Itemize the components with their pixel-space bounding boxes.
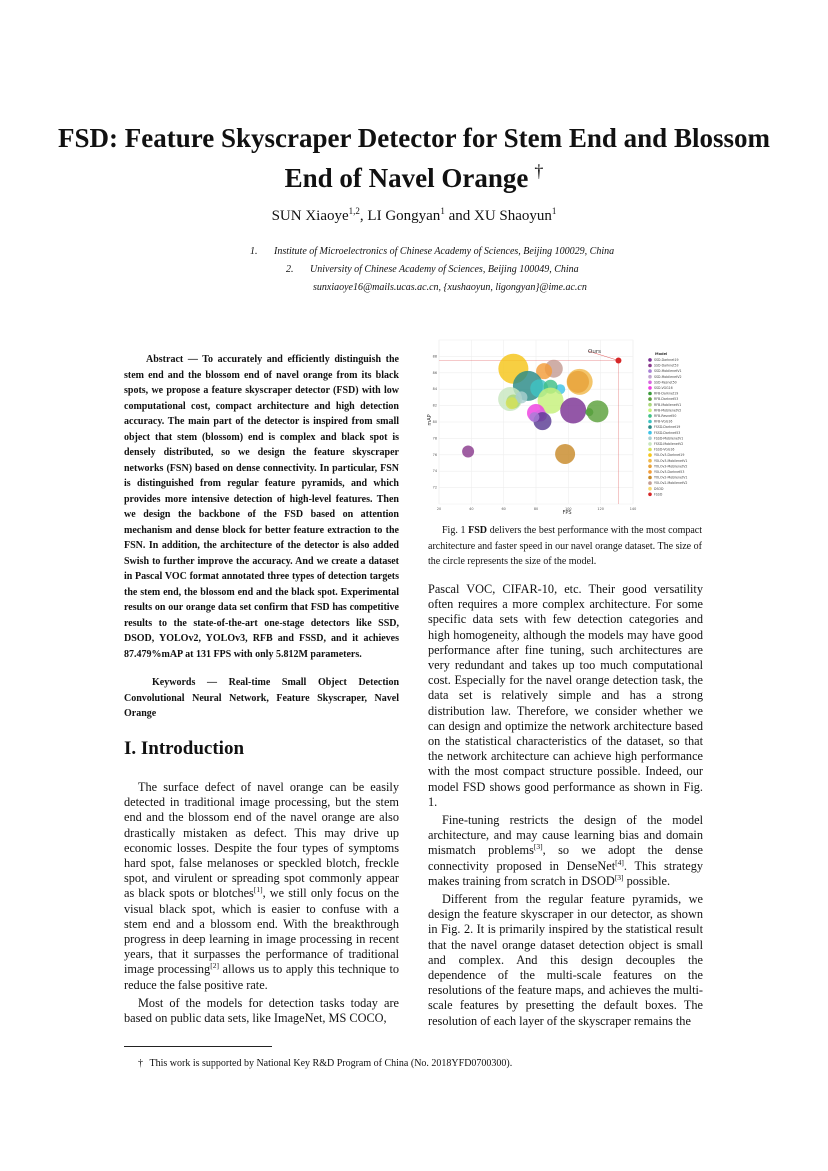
author-name: XU Shaoyun: [473, 208, 552, 224]
legend-label: SSD-Darknet19: [654, 358, 679, 362]
author-name: SUN Xiaoye: [271, 208, 349, 224]
caption-bold: FSD: [468, 525, 488, 536]
x-tick-label: 60: [501, 507, 506, 511]
footnote-rule: [124, 1046, 272, 1047]
title-footnote-mark: †: [534, 161, 544, 181]
author-sep: and: [444, 208, 474, 224]
author-sep: ,: [359, 208, 368, 224]
legend-label: FSSD-Darknet19: [654, 425, 681, 430]
abstract-label: Abstract —: [146, 354, 198, 365]
y-tick-label: 74: [432, 469, 437, 474]
keywords: [124, 675, 399, 722]
footnote-mark: †: [138, 1058, 143, 1069]
abstract: [124, 352, 399, 662]
author-list: [0, 206, 828, 225]
legend-swatch: [648, 481, 652, 485]
affiliation-number: 2.: [286, 264, 294, 275]
author-sup: 1,2: [348, 206, 360, 216]
x-tick-label: 20: [436, 507, 442, 511]
paragraph: Different from the regular feature pyramids, we design the feature skyscraper in our detector, as shown in Fig. 2. It is primarily inspired by the statistical result that the navel orange dataset detection object is small and complex. And this design decouples the dependence of the multi-scale features on the resolutions of the feature maps, and achieves the multi-scale features by presetting the default boxes. The resolution of each layer of the skyscraper remains the: [428, 892, 703, 1028]
legend-swatch: [648, 392, 652, 396]
legend-swatch: [648, 453, 652, 457]
x-axis-label: FPS: [562, 510, 572, 516]
x-tick-label: 100: [565, 507, 572, 511]
legend-label: YOLOv2-MobilenetV2: [654, 481, 688, 486]
legend-label: YOLOv3-Darknet19: [654, 453, 685, 458]
legend-label: SSD-Resnet50: [654, 380, 677, 385]
legend-swatch: [648, 476, 652, 480]
y-tick-label: 76: [432, 452, 437, 457]
affiliation-2: [286, 264, 579, 275]
legend-label: YOLOv3-MobilenetV2: [654, 464, 688, 469]
section-heading-introduction: I. Introduction: [124, 738, 245, 759]
affiliation-number: 1.: [250, 246, 258, 257]
legend-swatch: [648, 381, 652, 385]
legend-swatch: [648, 358, 652, 362]
affiliation-text: Institute of Microelectronics of Chinese Academy of Sciences, Beijing 100029, China: [274, 246, 615, 257]
model-point: [462, 446, 474, 458]
citation: [2]: [210, 961, 219, 971]
text-run: allows us to apply this technique to reduce the false positive rate.: [124, 962, 400, 992]
legend-label: SSD-MobilenetV2: [654, 374, 682, 379]
abstract-text: To accurately and efficiently distinguish the stem end and the blossom end of navel orange from its black spots, we propose a feature skyscraper detector (FSD) with low computational cost, compact architecture and high detection accuracy. The main part of the detector is inspired from small object that stem (blossom) end is complex and black spot is densely distributed, so we design the feature skyscraper networks (FSN) based on dense connectivity. In particular, FSN is distinguished from regular feature pyramids, and which provides more intensive detection of high-level features. Then we design the backbone of the FSD based on attention mechanism and dense block for better feature extraction to the FSN. In addition, the architecture of the detector is also added Swish to further improve the accuracy. And we create a dataset in Pascal VOC format annotated three types of detection targets the stem end, the blossom end and the black spot. Experimental results on our orange data set confirm that FSD has competitive results to the state-of-the-art one-stage detectors like SSD, DSOD, YOLOv2, YOLOv3, RFB and FSSD, and it achieves 87.479%mAP at 131 FPS with only 5.812M parameters.: [124, 354, 399, 660]
footnote: [138, 1058, 512, 1069]
model-point: [506, 397, 518, 409]
x-tick-label: 40: [469, 507, 474, 511]
figure-1: [425, 332, 705, 516]
legend-label: SSD-Darknet53: [654, 363, 679, 368]
left-column-body: [124, 780, 399, 1029]
text-run: Most of the models for detection tasks today are based on public data sets, like ImageNet, MS COCO,: [124, 995, 399, 1026]
model-point: [529, 412, 539, 422]
legend-label: RFB-Darknet19: [654, 391, 679, 396]
legend-swatch: [648, 403, 652, 407]
legend-swatch: [648, 386, 652, 390]
legend-swatch: [648, 409, 652, 413]
legend-swatch: [648, 414, 652, 418]
text-run: , we still only focus on the visual black spot, which is easier to confuse with a stem end and a blossom end. With the breakthrough progress in deep learning in image processing in recent years, that it surpasses the performance of traditional image processing: [124, 886, 399, 977]
y-tick-label: 88: [432, 354, 437, 359]
legend-label: FSSD: [654, 492, 663, 497]
legend-swatch: [648, 431, 652, 435]
x-tick-label: 80: [533, 507, 539, 511]
legend-swatch: [648, 437, 652, 441]
legend-label: FSSD-Darknet53: [654, 430, 681, 435]
legend-swatch: [648, 487, 652, 491]
legend-label: SSD-VGG16: [654, 386, 673, 390]
footnote-text: This work is supported by National Key R&D Program of China (No. 2018YFD0700300).: [149, 1058, 513, 1069]
text-run: The surface defect of navel orange can be easily detected in traditional image processing, but the stem end and the blossom end of the navel orange are also drastically mistaken as defect. This may drive up economic losses. Despite the four types of symptoms hard spot, false melanoses or speckled blotch, freckle spot, and virulent or spreading spot commonly appear as black spots or blotches: [124, 780, 399, 901]
y-tick-label: 78: [432, 436, 437, 441]
legend-label: RFB-Resnet50: [654, 414, 677, 418]
title-text: FSD: Feature Skyscraper Detector for Stem End and Blossom End of Navel Orange: [58, 123, 770, 193]
y-tick-label: 80: [432, 420, 437, 424]
paragraph: [124, 996, 399, 1026]
legend-swatch: [648, 420, 652, 424]
legend-swatch: [648, 397, 652, 401]
legend-title: Model: [655, 352, 668, 356]
legend-label: YOLOv2-MobilenetV1: [654, 475, 688, 480]
legend-swatch: [648, 442, 652, 446]
legend-label: RFB-MobilenetV2: [654, 408, 682, 413]
paragraph: Fine-tuning restricts the design of the model architecture, and may cause learning bias and domain mismatch problems[3], so we adopt the dense connectivity proposed in DenseNet[4]. This strategy makes training from scratch in DSOD[3] possible.: [428, 813, 704, 888]
author-sup: 1: [440, 206, 445, 216]
y-axis-label: mAP: [427, 414, 433, 426]
legend-swatch: [648, 364, 652, 368]
keywords-label: Keywords —: [152, 677, 217, 688]
paper-title: [40, 122, 788, 195]
figure-caption: [428, 523, 702, 570]
legend-label: YOLOv3-MobilenetV1: [654, 458, 688, 463]
paragraph: [124, 780, 399, 993]
ours-point: [615, 358, 621, 364]
legend-swatch: [648, 465, 652, 469]
legend-label: RFB-MobilenetV1: [654, 402, 682, 407]
x-tick-label: 120: [597, 507, 604, 511]
legend-swatch: [648, 459, 652, 463]
legend-label: FSSD-VGG16: [654, 447, 675, 452]
y-tick-label: 84: [432, 387, 437, 392]
author-emails: sunxiaoye16@mails.ucas.ac.cn, {xushaoyun, ligongyan}@ime.ac.cn: [313, 282, 587, 293]
model-point: [560, 398, 586, 424]
legend-label: RFB-VGG16: [654, 419, 673, 424]
paragraph: Pascal VOC, CIFAR-10, etc. Their good versatility often requires a more complex architecture. For some specific data sets with few detection categories and high homogeneity, although the models may have good performance after fine tuning, such architectures are very redundant and takes up too much computational cost. Especially for the navel orange detection task, the data set is relatively simple and has a strong distribution law. Therefore, we consider whether we can design and optimize the network architecture based on the statistical characteristics of the dataset, so that the network architecture can achieve high performance with the most compact structure possible. Indeed, our model FSD shows good performance as shown in Fig. 1.: [428, 582, 703, 809]
affiliation-text: University of Chinese Academy of Sciences, Beijing 100049, China: [310, 264, 579, 275]
x-tick-label: 140: [629, 507, 637, 511]
model-point: [586, 400, 608, 422]
legend-label: SSD-MobilenetV1: [654, 369, 682, 374]
legend-label: FSSD-MobilenetV2: [654, 442, 684, 446]
model-point: [555, 444, 575, 464]
legend-swatch: [648, 470, 652, 474]
chart-legend: [648, 352, 687, 496]
ours-annotation: Ours: [588, 349, 601, 355]
keywords-text: Real-time Small Object Detection Convolutional Neural Network, Feature Skyscraper, Navel Orange: [124, 677, 400, 719]
legend-label: RFB-Darknet53: [654, 397, 679, 402]
caption-text: delivers the best performance with the most compact architecture and faster speed in our navel orange dataset. The size of the circle represents the size of the model.: [428, 525, 703, 567]
legend-swatch: [648, 369, 652, 373]
legend-swatch: [648, 493, 652, 497]
right-column-body: [428, 582, 703, 1032]
model-point: [567, 371, 589, 393]
y-tick-label: 82: [432, 403, 437, 408]
legend-label: FSSD-MobilenetV1: [654, 436, 684, 441]
caption-label: Fig. 1: [442, 525, 466, 536]
legend-label: YOLOv3-Darknet53: [654, 470, 685, 474]
legend-swatch: [648, 375, 652, 379]
y-tick-label: 86: [432, 370, 437, 375]
y-tick-label: 72: [432, 485, 437, 490]
citation: [1]: [253, 885, 263, 895]
legend-label: DSOD: [654, 486, 664, 491]
legend-swatch: [648, 425, 652, 429]
bubble-chart: [425, 332, 705, 516]
legend-swatch: [648, 448, 652, 452]
author-name: LI Gongyan: [367, 208, 441, 224]
author-sup: 1: [551, 206, 557, 216]
affiliation-1: [250, 246, 614, 257]
